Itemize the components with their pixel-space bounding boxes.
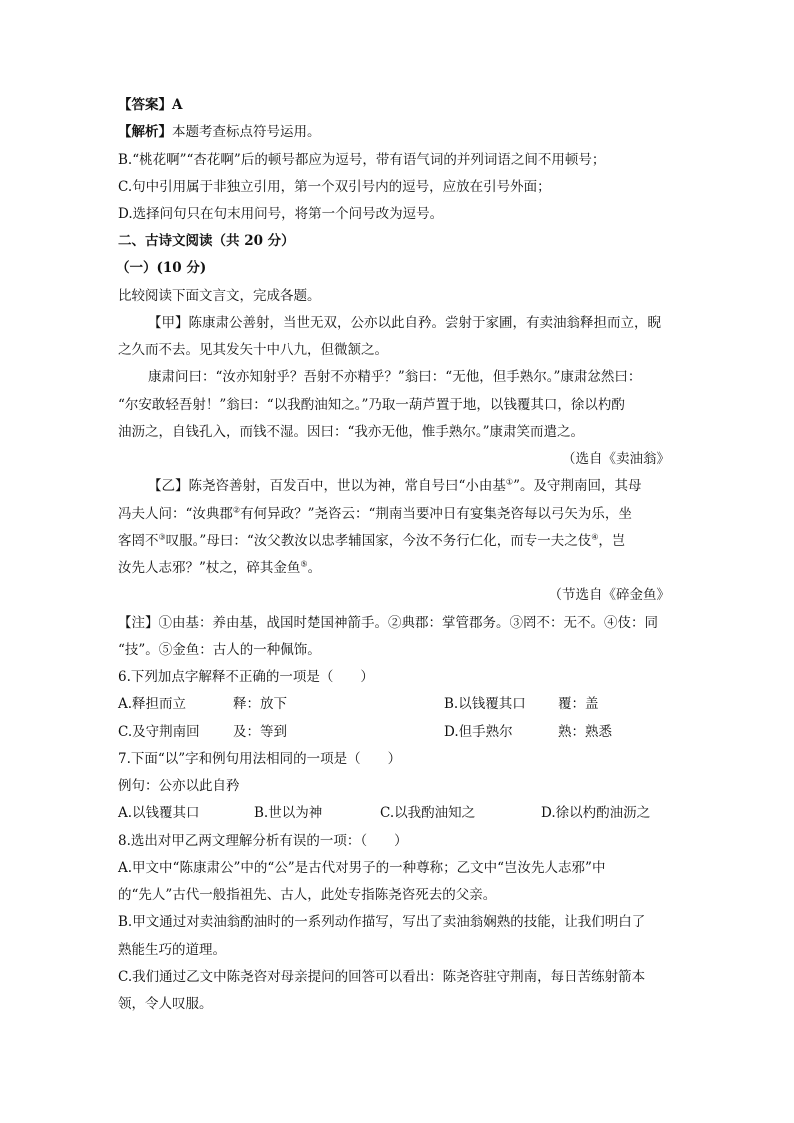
analysis-intro: 本题考查标点符号运用。 (172, 124, 321, 140)
q6-option-c-gloss: 及：等到 (233, 724, 287, 740)
analysis-bracket: 【解析】 (118, 124, 172, 140)
yi-text: 冯夫人问：“汝典郡 (118, 506, 233, 522)
yi-text: ，岂 (598, 533, 626, 549)
q7-stem: 7.下面“以”字和例句用法相同的一项是（ ） (118, 751, 402, 767)
q7-option-a[interactable]: A.以钱覆其口 (118, 805, 200, 821)
q6-option-b-gloss: 覆：盖 (558, 696, 599, 712)
q6-option-a[interactable]: A.释担而立 (118, 696, 187, 712)
yi-line-3 (118, 531, 625, 551)
yi-line-1 (148, 476, 641, 496)
yi-text: 。 (307, 560, 322, 576)
analysis-line (118, 122, 321, 142)
q6-option-c[interactable]: C.及守荆南回 (118, 724, 200, 740)
footnote-marker: ④ (591, 532, 599, 542)
footnote-marker: ② (232, 505, 241, 515)
yi-text: 客罔不 (118, 533, 159, 549)
q8-option-a-line-1[interactable]: A.甲文中“陈康肃公”中的“公”是古代对男子的一种尊称；乙文中“岂汝先人志邪”中 (118, 860, 606, 876)
q6-option-d-gloss: 熟：熟悉 (558, 724, 612, 740)
q8-option-a-line-2: 的“先人”古代一般指祖先、古人，此处专指陈尧咨死去的父亲。 (118, 887, 497, 903)
q7-example: 例句：公亦以此自矜 (118, 778, 240, 794)
jia-line-3: 康肃问曰：“汝亦知射乎？吾射不亦精乎？”翁曰：“无他，但手熟尔。”康肃忿然曰： (148, 369, 642, 385)
q7-option-d[interactable]: D.徐以杓酌油沥之 (541, 805, 651, 821)
yi-source: （节选自《碎金鱼》 (548, 587, 670, 603)
answer-line (118, 95, 182, 115)
footnote-marker: ③ (158, 532, 166, 542)
answer-bracket: 【答案】 (118, 97, 172, 113)
q7-option-b[interactable]: B.世以为神 (254, 805, 323, 821)
jia-line-2: 之久而不去。见其发矢十中八九，但微颔之。 (118, 342, 388, 358)
note-line-2: “技”。⑤金鱼：古人的一种佩饰。 (118, 642, 321, 658)
yi-text: 叹服。”母曰：“汝父教汝以忠孝辅国家，今汝不务行仁化，而专一夫之伎 (165, 533, 592, 549)
q6-option-b[interactable]: B.以钱覆其口 (444, 696, 526, 712)
q8-option-b-line-2: 熟能生巧的道理。 (118, 942, 226, 958)
jia-source: （选自《卖油翁》 (562, 451, 670, 467)
jia-line-4: “尔安敢轻吾射！”翁曰：“以我酌油知之。”乃取一葫芦置于地，以钱覆其口，徐以杓酌 (118, 397, 625, 413)
footnote-marker: ⑤ (300, 559, 308, 569)
q8-option-b-line-1[interactable]: B.甲文通过对卖油翁酌油时的一系列动作描写，写出了卖油翁娴熟的技能，让我们明白了 (118, 914, 646, 930)
analysis-c: C.句中引用属于非独立引用，第一个双引号内的逗号，应放在引号外面； (118, 179, 551, 195)
yi-line-2 (118, 504, 632, 524)
yi-line-4 (118, 558, 321, 578)
jia-line-1: 【甲】陈康肃公善射，当世无双，公亦以此自矜。尝射于家圃，有卖油翁释担而立，睨 (148, 315, 661, 331)
yi-text: 汝先人志邪？”杖之，碎其金鱼 (118, 560, 301, 576)
answer-value: A (172, 97, 183, 113)
section-subtitle: （一）(10 分) (116, 260, 207, 276)
q7-option-c[interactable]: C.以我酌油知之 (380, 805, 476, 821)
yi-text: ”。及守荆南回，其母 (513, 478, 642, 494)
section-title: 二、古诗文阅读（共 20 分） (118, 233, 295, 249)
analysis-d: D.选择问句只在句末用问号，将第一个问号改为逗号。 (118, 206, 444, 222)
section-instruction: 比较阅读下面文言文，完成各题。 (118, 288, 321, 304)
yi-text: 有何异政？”尧咨云：“荆南当要冲日有宴集尧咨每以弓矢为乐，坐 (240, 506, 632, 522)
q8-option-c-line-1[interactable]: C.我们通过乙文中陈尧咨对母亲提问的回答可以看出：陈尧咨驻守荆南，每日苦练射箭本 (118, 969, 646, 985)
q6-option-d[interactable]: D.但手熟尔 (444, 724, 513, 740)
q6-stem: 6.下列加点字解释不正确的一项是（ ） (118, 669, 374, 685)
analysis-b: B.“桃花啊”“杏花啊”后的顿号都应为逗号，带有语气词的并列词语之间不用顿号； (118, 152, 606, 168)
footnote-marker: ① (505, 477, 514, 487)
q8-stem: 8.选出对甲乙两文理解分析有误的一项：（ ） (118, 833, 408, 849)
yi-text: 【乙】陈尧咨善射，百发百中，世以为神，常自号曰“小由基 (148, 478, 506, 494)
q6-option-a-gloss: 释：放下 (233, 696, 287, 712)
note-line-1: 【注】①由基：养由基，战国时楚国神箭手。②典郡：掌管郡务。③罔不：无不。④伎：同 (118, 615, 658, 631)
jia-line-5: 油沥之，自钱孔入，而钱不湿。因曰：“我亦无他，惟手熟尔。”康肃笑而遣之。 (118, 424, 585, 440)
q8-option-c-line-2: 领，令人叹服。 (118, 996, 213, 1012)
